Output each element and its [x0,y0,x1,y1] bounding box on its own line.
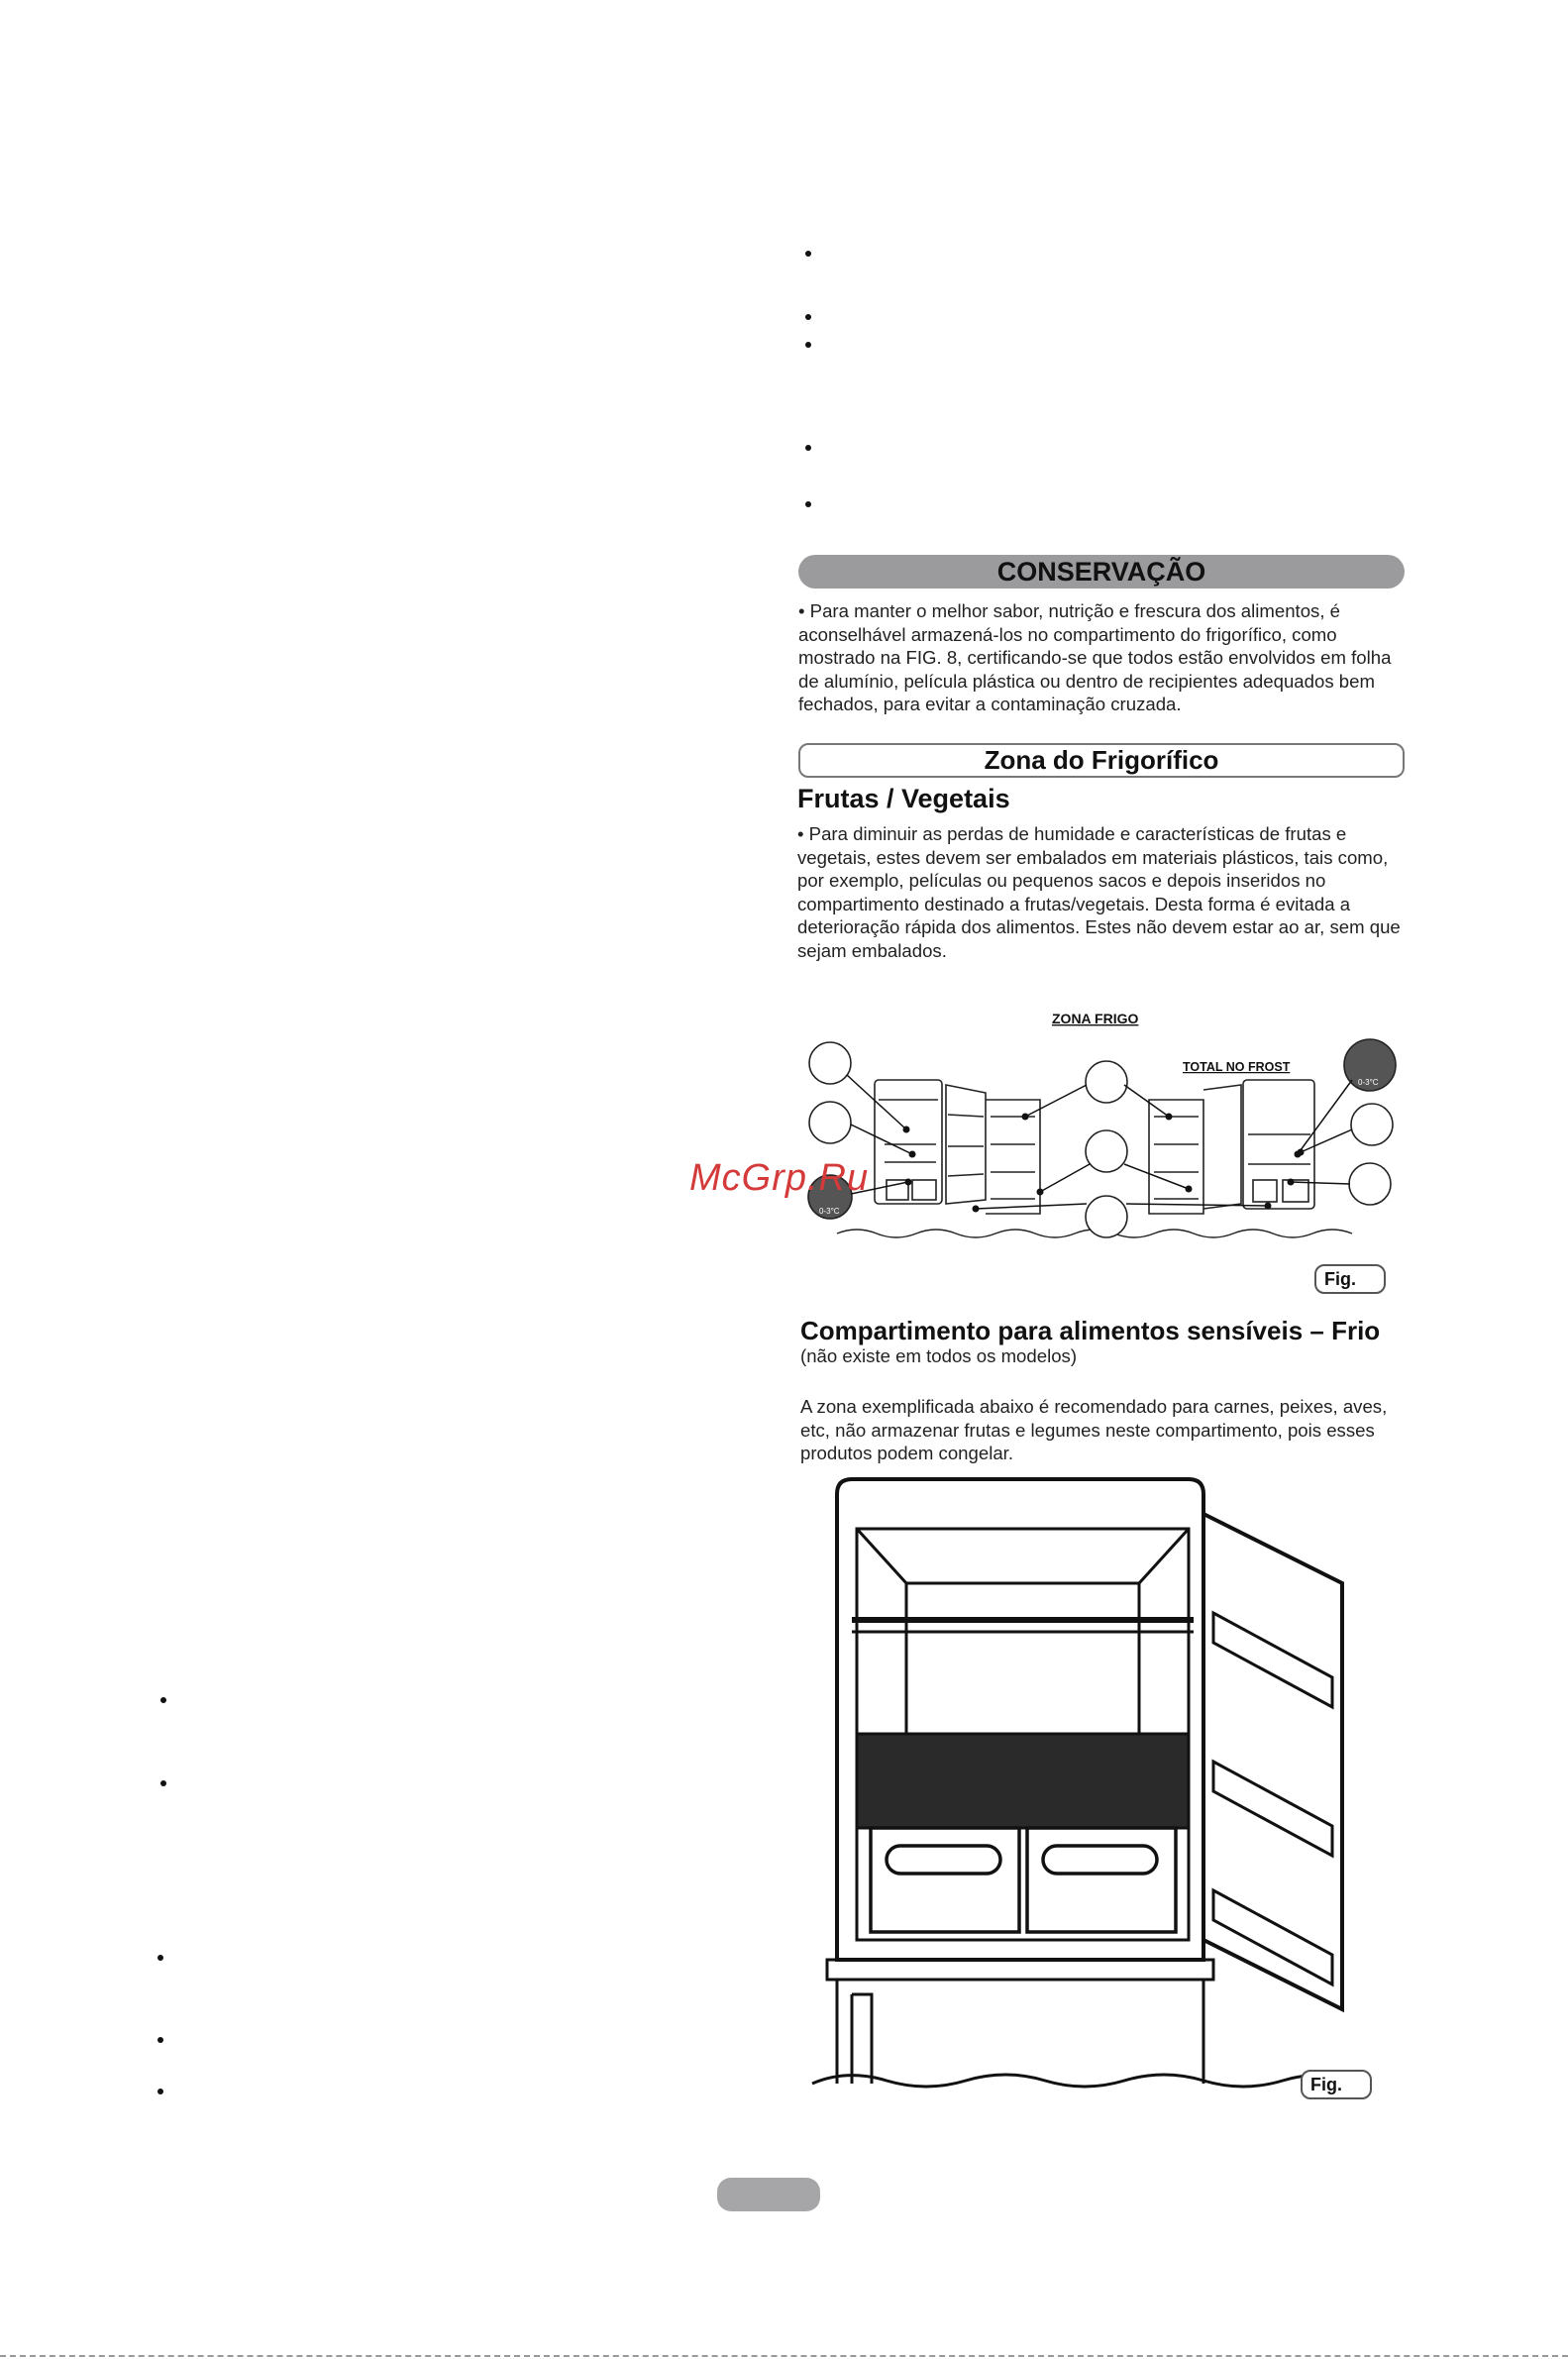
conservacao-banner [798,555,1405,589]
fig-label-2-text: Fig. [1310,2075,1342,2094]
bullet [805,251,811,257]
crisper-left [871,1828,1019,1932]
crisper-right [1027,1828,1176,1932]
meat-right-icon [1351,1104,1393,1145]
bullet [160,1780,166,1786]
temp-top-label: 0-3°C [1358,1078,1379,1087]
right-fridge-drawing [1149,1080,1314,1214]
cheese-icon [809,1042,851,1084]
fridge-zone-diagram [797,1006,1411,1298]
cold-compartment [857,1734,1189,1828]
zona-subtitle: Frutas / Vegetais [797,784,1010,813]
left-fridge-drawing [875,1080,1040,1214]
fig-label-1-text: Fig. [1324,1269,1356,1289]
dairy-icon [1086,1061,1127,1103]
bullet [160,1697,166,1703]
compartimento-note: (não existe em todos os modelos) [800,1345,1078,1366]
vegetables-icon [1086,1196,1127,1237]
page-edge-line [0,2355,1568,2357]
cheese-right-icon [1349,1163,1391,1205]
bullet [805,445,811,451]
conservacao-title: CONSERVAÇÃO [996,557,1206,587]
zona-banner [798,743,1405,778]
watermark: McGrp.Ru [689,1157,870,1199]
compartimento-text: A zona exemplificada abaixo é recomendado para carnes, peixes, aves, etc, não armazenar frutas e legumes neste compartimento, pois esses produtos podem congelar. [800,1396,1388,1463]
zona-frigo-label: ZONA FRIGO [1052,1011,1139,1026]
compartimento-title: Compartimento para alimentos sensíveis – Frio [800,1316,1381,1345]
conservacao-text: • Para manter o melhor sabor, nutrição e frescura dos alimentos, é aconselhável armazená-los no compartimento do frigorífico, como mostrado na FIG. 8, certificando-se que todos estão envolvidos em folha de alumínio, película plástica ou dentro de recipientes adequados bem fechados, para evitar a contaminação cruzada. [798,600,1392,714]
zona-title: Zona do Frigorífico [984,745,1219,775]
total-no-frost-label: TOTAL NO FROST [1183,1060,1291,1074]
bottles-icon [1086,1130,1127,1172]
fig-label-1 [1314,1264,1386,1294]
page-number-pill [717,2178,820,2211]
bullet [805,314,811,320]
fig-label-2 [1301,2070,1372,2099]
bullet [157,2037,163,2043]
meat-icon [809,1102,851,1143]
temp-left-label: 0-3°C [819,1207,840,1216]
cold-compartment-diagram [807,1474,1382,2093]
bullet [157,2089,163,2094]
bullet [157,1955,163,1961]
zona-text: • Para diminuir as perdas de humidade e características de frutas e vegetais, estes devem ser embalados em materiais plásticos, tais como, por exemplo, películas ou pequenos sacos e depois inseridos no compartimento destinado a frutas/vegetais. Desta forma é evitada a deterioração rápida dos alimentos. Estes não devem estar ao ar, sem que sejam embalados. [797,823,1401,961]
bullet [805,501,811,507]
bullet [805,342,811,348]
